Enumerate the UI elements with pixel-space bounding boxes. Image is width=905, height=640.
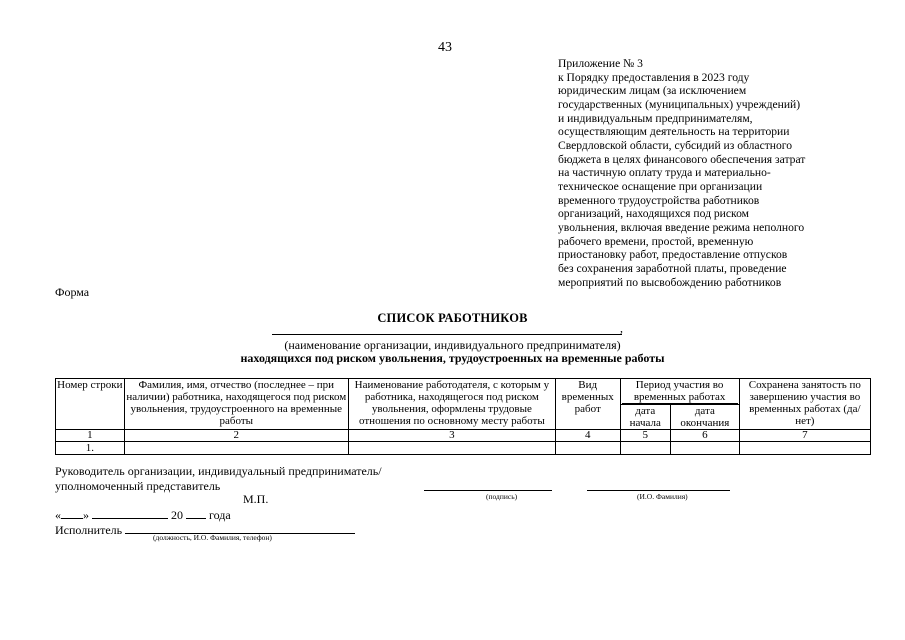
signatory-line-1: Руководитель организации, индивидуальный предприниматель/ [55,464,382,478]
column-number: 3 [348,430,555,442]
stamp-place: М.П. [243,492,269,506]
date-year-blank[interactable] [186,506,206,519]
table-cell-employment-kept[interactable] [739,442,870,455]
header-employment-kept: Сохранена занятость по завершению участия во временных работах (да/нет) [739,379,870,430]
employees-table [55,378,871,455]
table-cell-row-number[interactable]: 1. [56,442,125,455]
date-month-blank[interactable] [92,506,168,519]
date-open-quote: « [55,508,61,522]
appendix-line: осуществляющим деятельность на территории [558,125,790,139]
appendix-line: приостановку работ, предоставление отпусков [558,248,788,262]
document-subtitle: находящихся под риском увольнения, трудоустроенных на временные работы [240,351,665,365]
signature-caption: (подпись) [486,492,518,501]
column-number: 1 [56,430,125,442]
header-employer: Наименование работодателя, с которым у работника, находящегося под риском увольнения, оформлены трудовые отношения по основному месту работы [348,379,555,430]
form-label: Форма [55,285,90,299]
name-line[interactable] [587,490,730,491]
date-close-quote: » [83,508,89,522]
table-header-row [56,379,871,405]
table-cell-end-date[interactable] [671,442,740,455]
header-start-date: дата начала [620,405,670,430]
table-row [56,442,871,455]
appendix-note [558,57,858,289]
document-title: СПИСОК РАБОТНИКОВ [377,311,528,325]
date-year-prefix: 20 [171,508,183,522]
executor-caption: (должность, И.О. Фамилия, телефон) [153,533,272,542]
appendix-line: и индивидуальным предпринимателям, [558,111,753,125]
appendix-line: без сохранения заработной платы, проведение [558,261,787,275]
page-number: 43 [438,40,452,55]
signature-line[interactable] [424,490,552,491]
organization-name-line [272,334,622,335]
header-full-name: Фамилия, имя, отчество (последнее – при наличии) работника, находящегося под риском увольнения, трудоустроенного на временные работы [124,379,348,430]
column-number: 7 [739,430,870,442]
organization-comma: , [620,321,623,335]
column-number: 4 [555,430,620,442]
column-number: 2 [124,430,348,442]
appendix-line: временного трудоустройства работников [558,193,760,207]
table-cell-work-type[interactable] [555,442,620,455]
appendix-line: бюджета в целях финансового обеспечения затрат [558,152,806,166]
column-number: 6 [671,430,740,442]
organization-caption: (наименование организации, индивидуального предпринимателя) [284,338,621,352]
appendix-line: мероприятий по высвобождению работников [558,275,782,289]
appendix-line: рабочего времени, простой, временную [558,234,754,248]
appendix-line: государственных (муниципальных) учреждений) [558,97,801,111]
header-row-number: Номер строки [56,379,125,430]
header-period [620,379,739,405]
appendix-line: юридическим лицам (за исключением [558,84,747,98]
executor-label: Исполнитель [55,523,123,537]
header-end-date: дата окончания [671,405,740,430]
date-day-blank[interactable] [61,506,83,519]
appendix-line: Свердловской области, субсидий из областного [558,138,793,152]
appendix-line: к Порядку предоставления в 2023 году [558,70,750,84]
appendix-line: организаций, находящихся под риском [558,207,749,221]
table-cell-start-date[interactable] [620,442,670,455]
signatory-block [55,464,382,494]
table-number-row [56,430,871,442]
header-period-label: Период участия во временных работах [622,379,738,404]
appendix-line: Приложение № 3 [558,57,643,70]
header-work-type: Вид временных работ [555,379,620,430]
appendix-line: техническое оснащение при организации [558,179,763,193]
name-caption: (И.О. Фамилия) [637,492,688,501]
table-cell-employer[interactable] [348,442,555,455]
appendix-line: увольнения, включая введение режима неполного [558,220,805,234]
date-year-suffix: года [209,508,231,522]
column-number: 5 [620,430,670,442]
signatory-line-2: уполномоченный представитель [55,479,221,493]
table-cell-full-name[interactable] [124,442,348,455]
appendix-line: на частичную оплату труда и материально- [558,166,771,180]
